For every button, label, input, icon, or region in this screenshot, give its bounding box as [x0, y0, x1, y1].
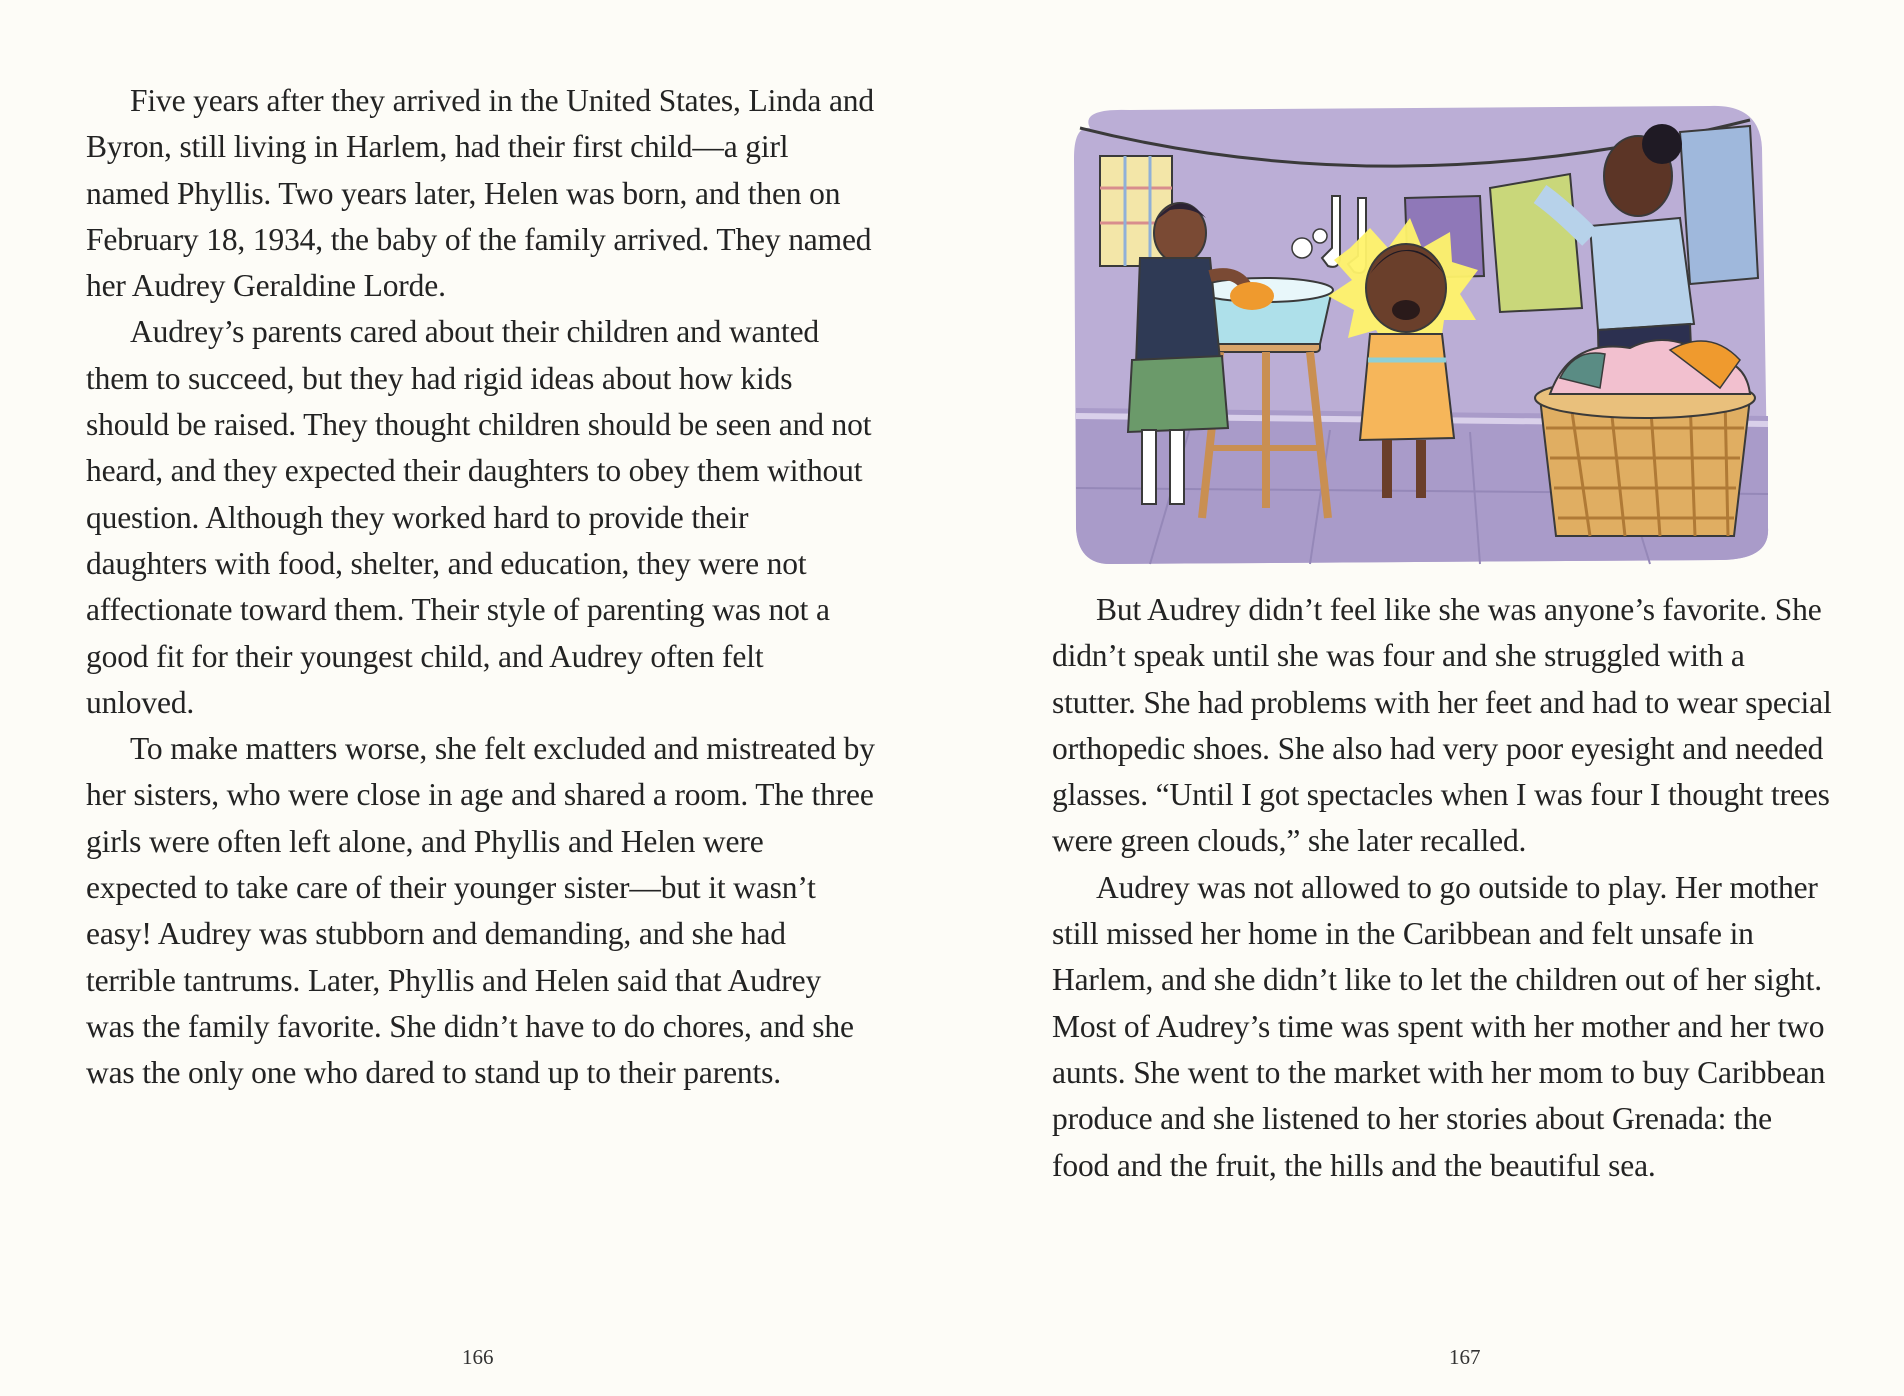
paragraph: To make matters worse, she felt excluded and mistreated by her sisters, who were close in age and shared a room. The three girls were often left alone, and Phyllis and Helen were expected to take care of their younger sister—but it wasn’t easy! Audrey was stubborn and demanding, and she had terrible tantrums. Later, Phyllis and Helen said that Audrey was the family favorite. She didn’t have to do chores, and she was the only one who dared to stand up to their parents.: [86, 731, 875, 1091]
left-page-text: [86, 78, 876, 1097]
paragraph: Audrey was not allowed to go outside to play. Her mother still missed her home in the Caribbean and felt unsafe in Harlem, and she didn’t like to let the children out of her sight. Most of Audrey’s time was spent with her mother and her two aunts. She went to the market with her mom to buy Caribbean produce and she listened to her stories about Grenada: the food and the fruit, the hills and the beautiful sea.: [1052, 869, 1826, 1183]
paragraph: But Audrey didn’t feel like she was anyone’s favorite. She didn’t speak until she was four and she struggled with a stutter. She had problems with her feet and had to wear special orthopedic shoes. She also had very poor eyesight and needed glasses. “Until I got spectacles when I was four I thought trees were green clouds,” she later recalled.: [1052, 592, 1832, 859]
page-number: 167: [1449, 1345, 1481, 1369]
right-page-text: [1052, 587, 1832, 1189]
paragraph: Audrey’s parents cared about their children and wanted them to succeed, but they had rigid ideas about how kids should be raised. They thought children should be seen and not heard, and they expected their daughters to obey them without question. Although they worked hard to provide their daughters with food, shelter, and education, they were not affectionate toward them. Their style of parenting was not a good fit for their youngest child, and Audrey often felt unloved.: [86, 314, 872, 720]
right-page: [952, 0, 1904, 1396]
illustration-svg: [1070, 98, 1770, 568]
page-number: 166: [462, 1345, 494, 1369]
laundry-illustration: [1070, 98, 1770, 568]
paragraph: Five years after they arrived in the United States, Linda and Byron, still living in Harlem, had their first child—a girl named Phyllis. Two years later, Helen was born, and then on February 18, 1934, the baby of the family arrived. They named her Audrey Geraldine Lorde.: [86, 83, 874, 304]
